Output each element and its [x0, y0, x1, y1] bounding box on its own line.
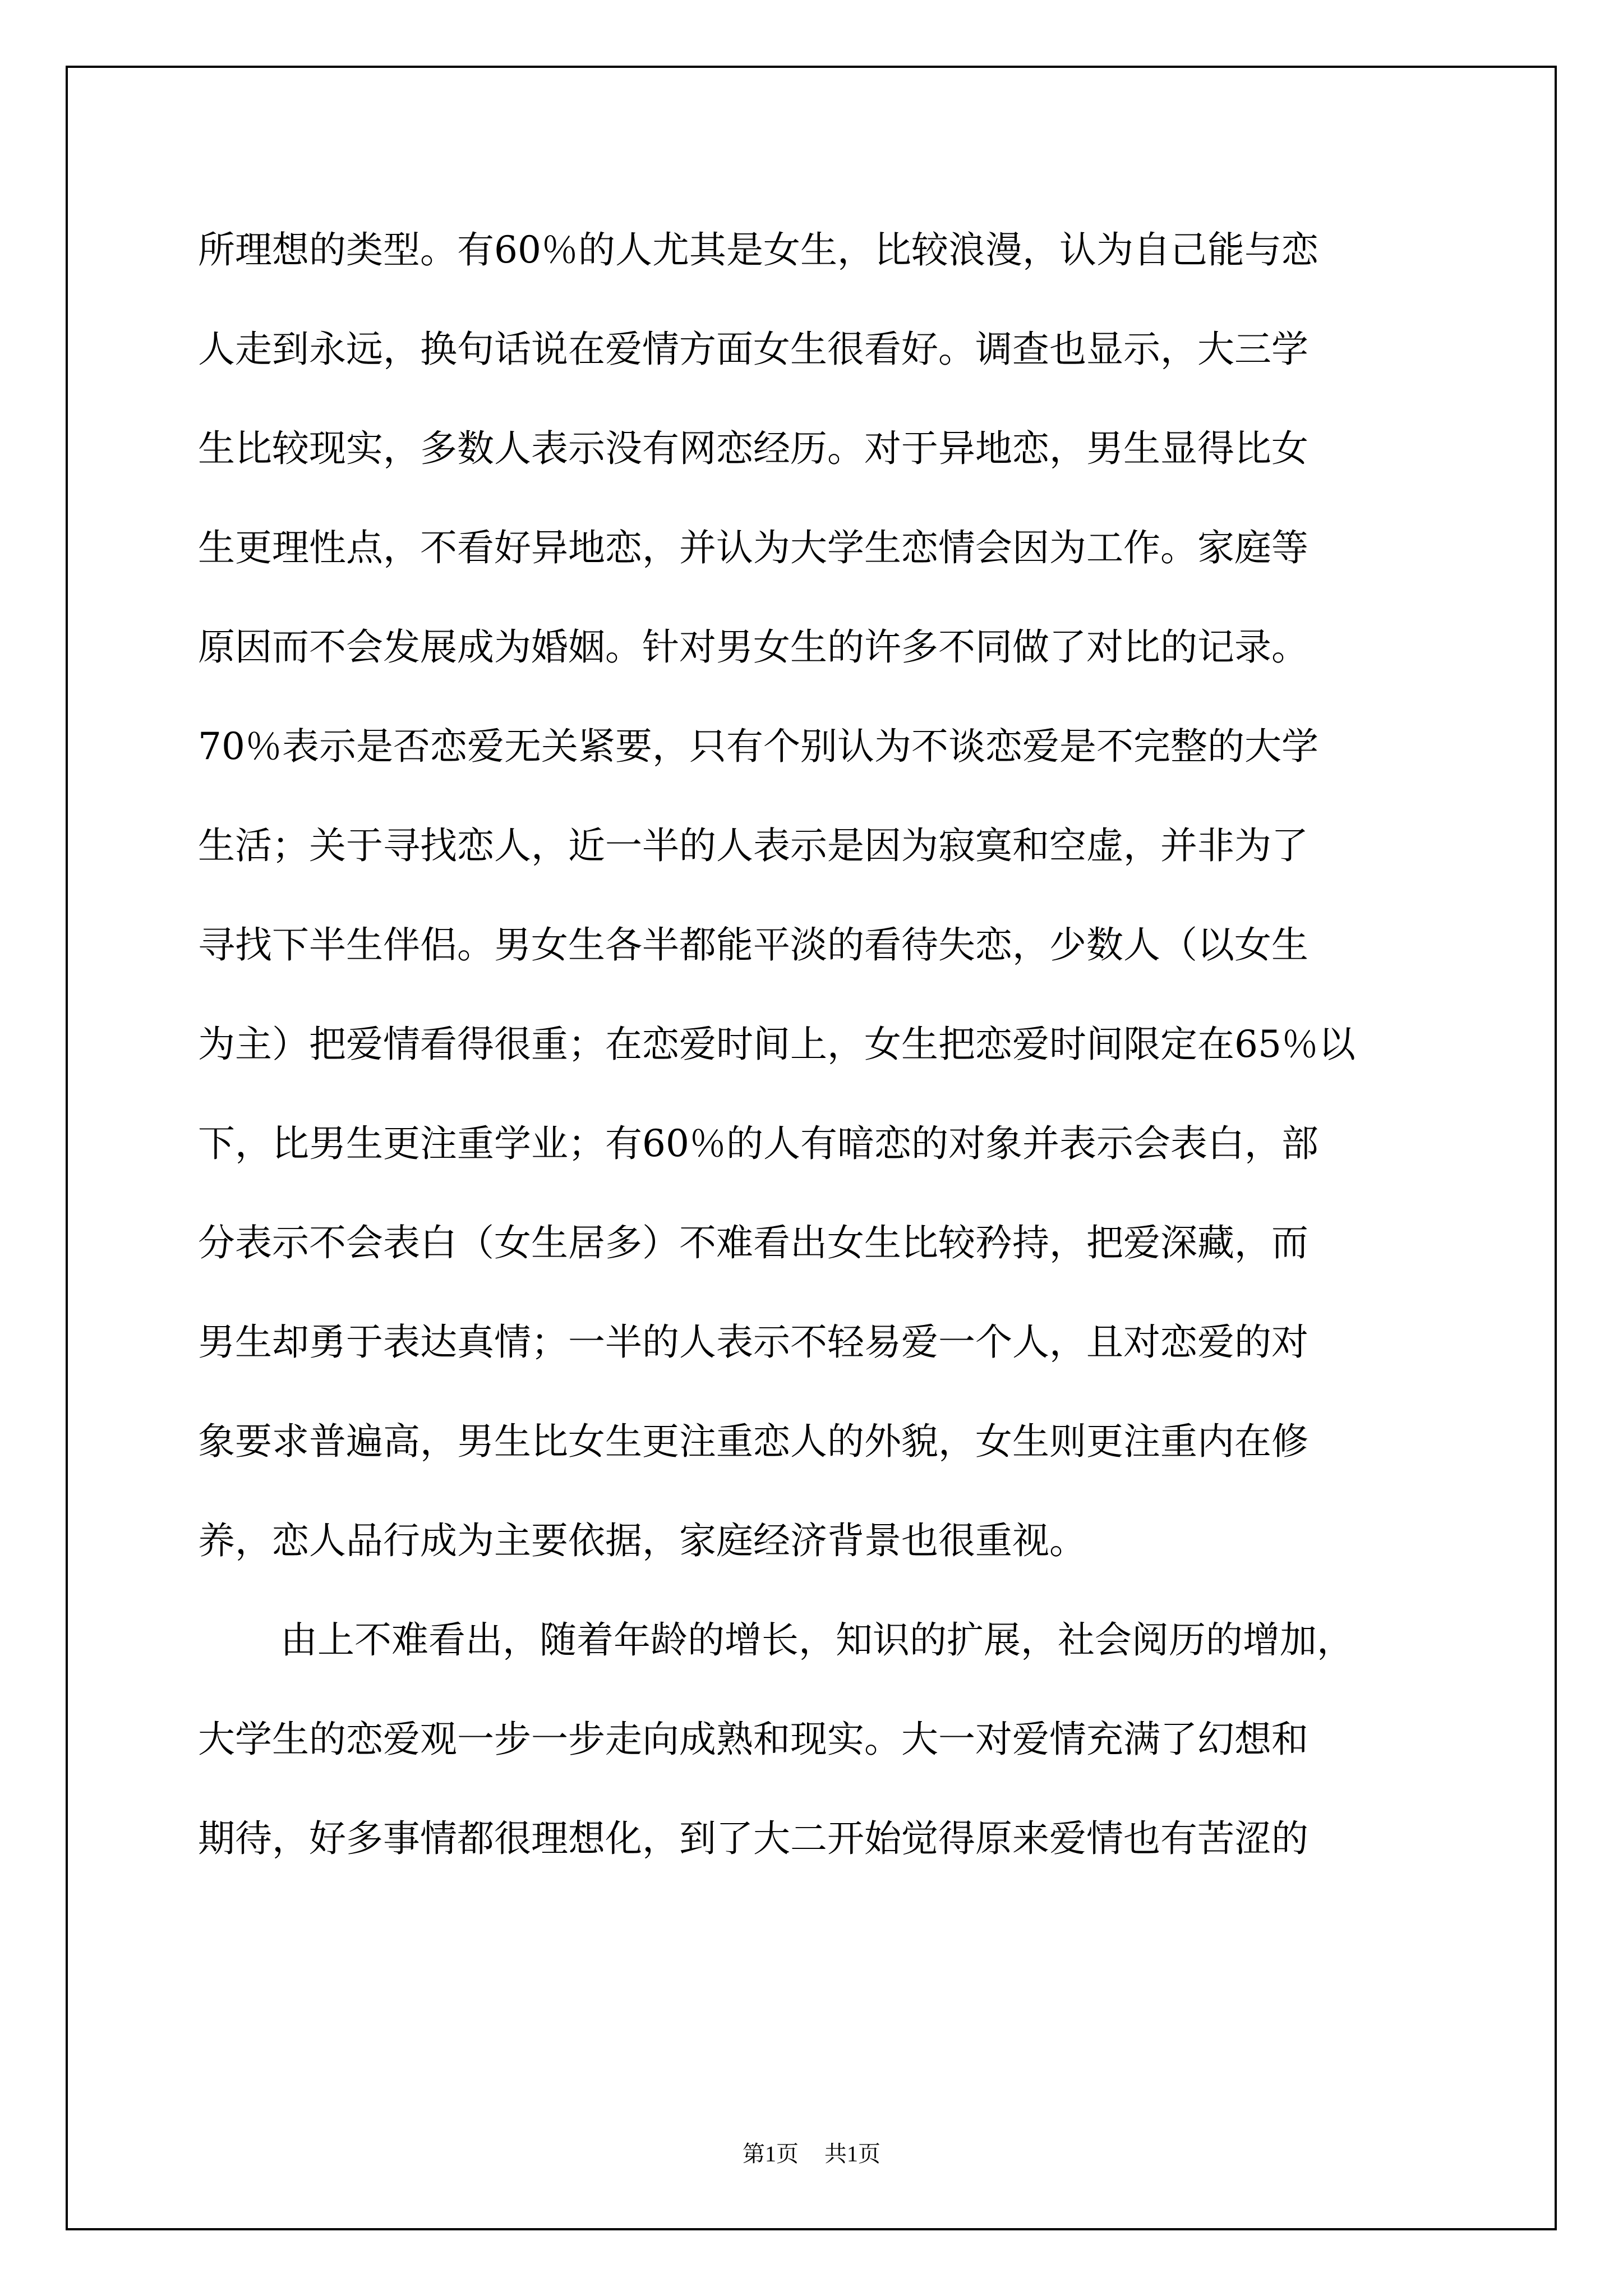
page-number: 第1页: [743, 2141, 799, 2166]
text-line: 生更理性点，不看好异地恋，并认为大学生恋情会因为工作。家庭等: [198, 526, 1308, 569]
text-line: 期待，好多事情都很理想化，到了大二开始觉得原来爱情也有苦涩的: [198, 1817, 1308, 1860]
page-footer: [0, 2137, 1623, 2171]
text-line: 养，恋人品行成为主要依据，家庭经济背景也很重视。: [198, 1519, 1086, 1562]
page-total: 共1页: [824, 2141, 880, 2166]
text-line: 生活；关于寻找恋人，近一半的人表示是因为寂寞和空虚，并非为了: [198, 824, 1308, 867]
text-line: 原因而不会发展成为婚姻。针对男女生的许多不同做了对比的记录。: [198, 625, 1308, 669]
text-line: 下，比男生更注重学业；有60％的人有暗恋的对象并表示会表白，部: [198, 1122, 1318, 1165]
text-line: 男生却勇于表达真情；一半的人表示不轻易爱一个人，且对恋爱的对: [198, 1320, 1308, 1364]
text-line: 象要求普遍高，男生比女生更注重恋人的外貌，女生则更注重内在修: [198, 1420, 1308, 1463]
text-line: 所理想的类型。有60％的人尤其是女生，比较浪漫，认为自己能与恋: [198, 228, 1318, 272]
text-line: 大学生的恋爱观一步一步走向成熟和现实。大一对爱情充满了幻想和: [198, 1718, 1308, 1761]
document-body: [198, 221, 1477, 1909]
text-line: 为主）把爱情看得很重；在恋爱时间上，女生把恋爱时间限定在65％以: [198, 1023, 1355, 1066]
text-line: 生比较现实，多数人表示没有网恋经历。对于异地恋，男生显得比女: [198, 427, 1308, 470]
text-line: 分表示不会表白（女生居多）不难看出女生比较矜持，把爱深藏，而: [198, 1221, 1308, 1264]
text-line: 人走到永远，换句话说在爱情方面女生很看好。调查也显示，大三学: [198, 328, 1308, 371]
text-line: 70％表示是否恋爱无关紧要，只有个别认为不谈恋爱是不完整的大学: [198, 725, 1318, 768]
paragraph-start-line: 由上不难看出，随着年龄的增长，知识的扩展，社会阅历的增加，: [280, 1618, 1354, 1662]
text-line: 寻找下半生伴侣。男女生各半都能平淡的看待失恋，少数人（以女生: [198, 923, 1308, 967]
